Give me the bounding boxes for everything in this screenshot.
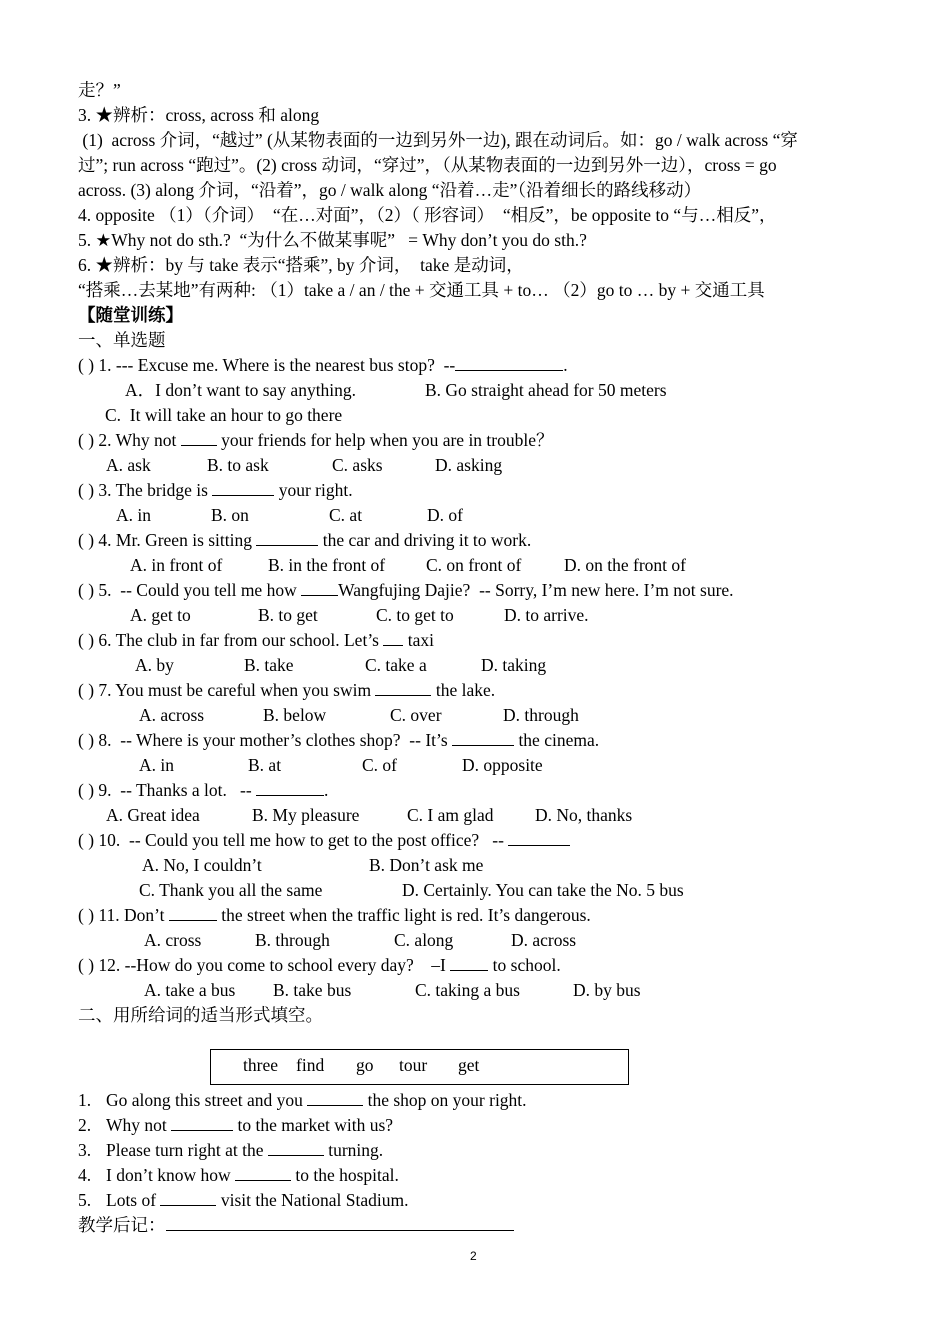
answer-blank[interactable] <box>235 1165 291 1181</box>
fill-number: 3. <box>78 1140 92 1160</box>
option[interactable]: D. on the front of <box>564 555 686 575</box>
option[interactable]: B. in the front of <box>268 555 386 575</box>
option[interactable]: D. of <box>427 505 463 525</box>
option[interactable]: C. I am glad <box>407 805 494 825</box>
option[interactable]: D. to arrive. <box>504 605 589 625</box>
answer-blank[interactable] <box>171 1115 233 1131</box>
word-box-item: tour <box>399 1055 428 1075</box>
option[interactable]: A. in <box>139 755 174 775</box>
option[interactable]: B. Don’t ask me <box>369 855 484 875</box>
word-box-item: find <box>296 1055 325 1075</box>
note-3-body: across. (3) along 介词，“沿着”，go / walk along “沿着…走”（沿着细长的路线移动） <box>78 180 702 200</box>
option[interactable]: B. take <box>244 655 294 675</box>
note-5: 5. ★Why not do sth.? “为什么不做某事呢” = Why don’t you do sth.? <box>78 230 587 250</box>
option[interactable]: D. taking <box>481 655 547 675</box>
question-stem: ( ) 10. -- Could you tell me how to get to the post office? -- <box>78 829 570 851</box>
answer-blank[interactable] <box>383 630 403 646</box>
option[interactable]: C. of <box>362 755 397 775</box>
option[interactable]: A. by <box>135 655 174 675</box>
answer-blank[interactable] <box>307 1090 363 1106</box>
word-box-item: go <box>356 1055 374 1075</box>
answer-blank[interactable] <box>508 830 570 846</box>
fill-sentence: Why not to the market with us? <box>106 1115 394 1135</box>
answer-blank[interactable] <box>268 1140 324 1156</box>
answer-blank[interactable] <box>375 680 431 696</box>
note-6: 6. ★辨析：by 与 take 表示“搭乘”, by 介词， take 是动词， <box>78 255 524 275</box>
part-2-title: 二、用所给词的适当形式填空。 <box>78 1005 323 1025</box>
note-4: 4. opposite （1）（介词） “在…对面”，（2）（ 形容词） “相反”，be opposite to “与…相反”， <box>78 205 777 225</box>
postscript: 教学后记： <box>78 1214 514 1236</box>
answer-blank[interactable] <box>452 730 514 746</box>
section-title: 【随堂训练】 <box>78 305 183 325</box>
answer-blank[interactable] <box>256 780 324 796</box>
option[interactable]: C. taking a bus <box>415 980 520 1000</box>
fill-number: 4. <box>78 1165 92 1185</box>
option[interactable]: A．I don’t want to say anything. <box>125 380 357 400</box>
question-stem: ( ) 2. Why not your friends for help when you are in trouble？ <box>78 430 554 450</box>
word-box-item: get <box>458 1055 480 1075</box>
answer-blank[interactable] <box>301 580 338 596</box>
fill-number: 5. <box>78 1190 92 1210</box>
question-stem: ( ) 11. Don’t the street when the traffic light is red. It’s dangerous. <box>78 905 591 925</box>
option[interactable]: B. take bus <box>273 980 352 1000</box>
answer-blank[interactable] <box>160 1190 216 1206</box>
word-box <box>210 1049 629 1085</box>
fill-sentence: Go along this street and you the shop on your right. <box>106 1090 527 1110</box>
option[interactable]: C. on front of <box>426 555 522 575</box>
question-stem: ( ) 9. -- Thanks a lot. -- . <box>78 780 329 800</box>
option[interactable]: D. by bus <box>573 980 641 1000</box>
answer-blank[interactable] <box>450 955 488 971</box>
note-3-body: (1) across 介词，“越过” (从某物表面的一边到另外一边), 跟在动词后。如：go / walk across “穿 <box>78 130 798 150</box>
option[interactable]: C. along <box>394 930 454 950</box>
fill-sentence: Lots of visit the National Stadium. <box>106 1190 409 1210</box>
question-stem: ( ) 5. -- Could you tell me how Wangfujing Dajie? -- Sorry, I’m new here. I’m not sure. <box>78 580 734 600</box>
question-stem: ( ) 1. --- Excuse me. Where is the nearest bus stop? -- . <box>78 355 568 375</box>
option[interactable]: D. through <box>503 705 579 725</box>
option[interactable]: A. Great idea <box>106 805 200 825</box>
part-1-title: 一、单选题 <box>78 330 166 350</box>
option[interactable]: B. to ask <box>207 455 269 475</box>
postscript-blank[interactable] <box>166 1215 514 1231</box>
answer-blank[interactable] <box>181 430 217 446</box>
option[interactable]: A. in front of <box>130 555 223 575</box>
question-stem: ( ) 8. -- Where is your mother’s clothes shop? -- It’s the cinema. <box>78 730 600 750</box>
option[interactable]: B. My pleasure <box>252 805 360 825</box>
option[interactable]: D. opposite <box>462 755 543 775</box>
option[interactable]: B. Go straight ahead for 50 meters <box>425 380 667 400</box>
option[interactable]: D. No, thanks <box>535 805 633 825</box>
note-3-title: 3. ★辨析：cross, across 和 along <box>78 105 320 125</box>
option[interactable]: A. cross <box>144 930 202 950</box>
option[interactable]: A. across <box>139 705 205 725</box>
answer-blank[interactable] <box>455 355 563 371</box>
option[interactable]: A. take a bus <box>144 980 236 1000</box>
notes-line: 走？” <box>78 80 121 100</box>
word-box-item: three <box>243 1055 278 1075</box>
option[interactable]: C. over <box>390 705 442 725</box>
option[interactable]: D. asking <box>435 455 503 475</box>
fill-sentence: Please turn right at the turning. <box>106 1140 384 1160</box>
fill-number: 1. <box>78 1090 92 1110</box>
option[interactable]: D. Certainly. You can take the No. 5 bus <box>402 880 684 900</box>
question-stem: ( ) 12. --How do you come to school every day? –I to school. <box>78 955 561 975</box>
note-6-body: “搭乘…去某地”有两种: （1）take a / an / the + 交通工具 + to… （2）go to … by + 交通工具 <box>78 280 765 300</box>
option[interactable]: D. across <box>511 930 577 950</box>
answer-blank[interactable] <box>212 480 274 496</box>
page-number: 2 <box>470 1249 477 1263</box>
option[interactable]: C. It will take an hour to go there <box>105 405 343 425</box>
question-stem: ( ) 6. The club in far from our school. Let’s taxi <box>78 630 434 650</box>
answer-blank[interactable] <box>169 905 217 921</box>
question-stem: ( ) 3. The bridge is your right. <box>78 480 353 500</box>
option[interactable]: B. below <box>263 705 327 725</box>
option[interactable]: C. take a <box>365 655 427 675</box>
fill-sentence: I don’t know how to the hospital. <box>106 1165 399 1185</box>
question-stem: ( ) 7. You must be careful when you swim the lake. <box>78 680 496 700</box>
option[interactable]: B. on <box>211 505 249 525</box>
option[interactable]: A. in <box>116 505 151 525</box>
option[interactable]: B. through <box>255 930 330 950</box>
question-stem: ( ) 4. Mr. Green is sitting the car and driving it to work. <box>78 530 532 550</box>
option[interactable]: C. asks <box>332 455 383 475</box>
option[interactable]: A. get to <box>130 605 191 625</box>
answer-blank[interactable] <box>256 530 318 546</box>
option[interactable]: B. to get <box>258 605 318 625</box>
option[interactable]: A. No, I couldn’t <box>142 855 262 875</box>
option[interactable]: B. at <box>248 755 282 775</box>
note-3-body: 过”; run across “跑过”。(2) cross 动词，“穿过”，（从某物表面的一边到另外一边），cross = go <box>78 155 777 175</box>
option[interactable]: C. Thank you all the same <box>139 880 323 900</box>
option[interactable]: C. to get to <box>376 605 454 625</box>
option[interactable]: A. ask <box>106 455 151 475</box>
fill-number: 2. <box>78 1115 92 1135</box>
option[interactable]: C. at <box>329 505 363 525</box>
